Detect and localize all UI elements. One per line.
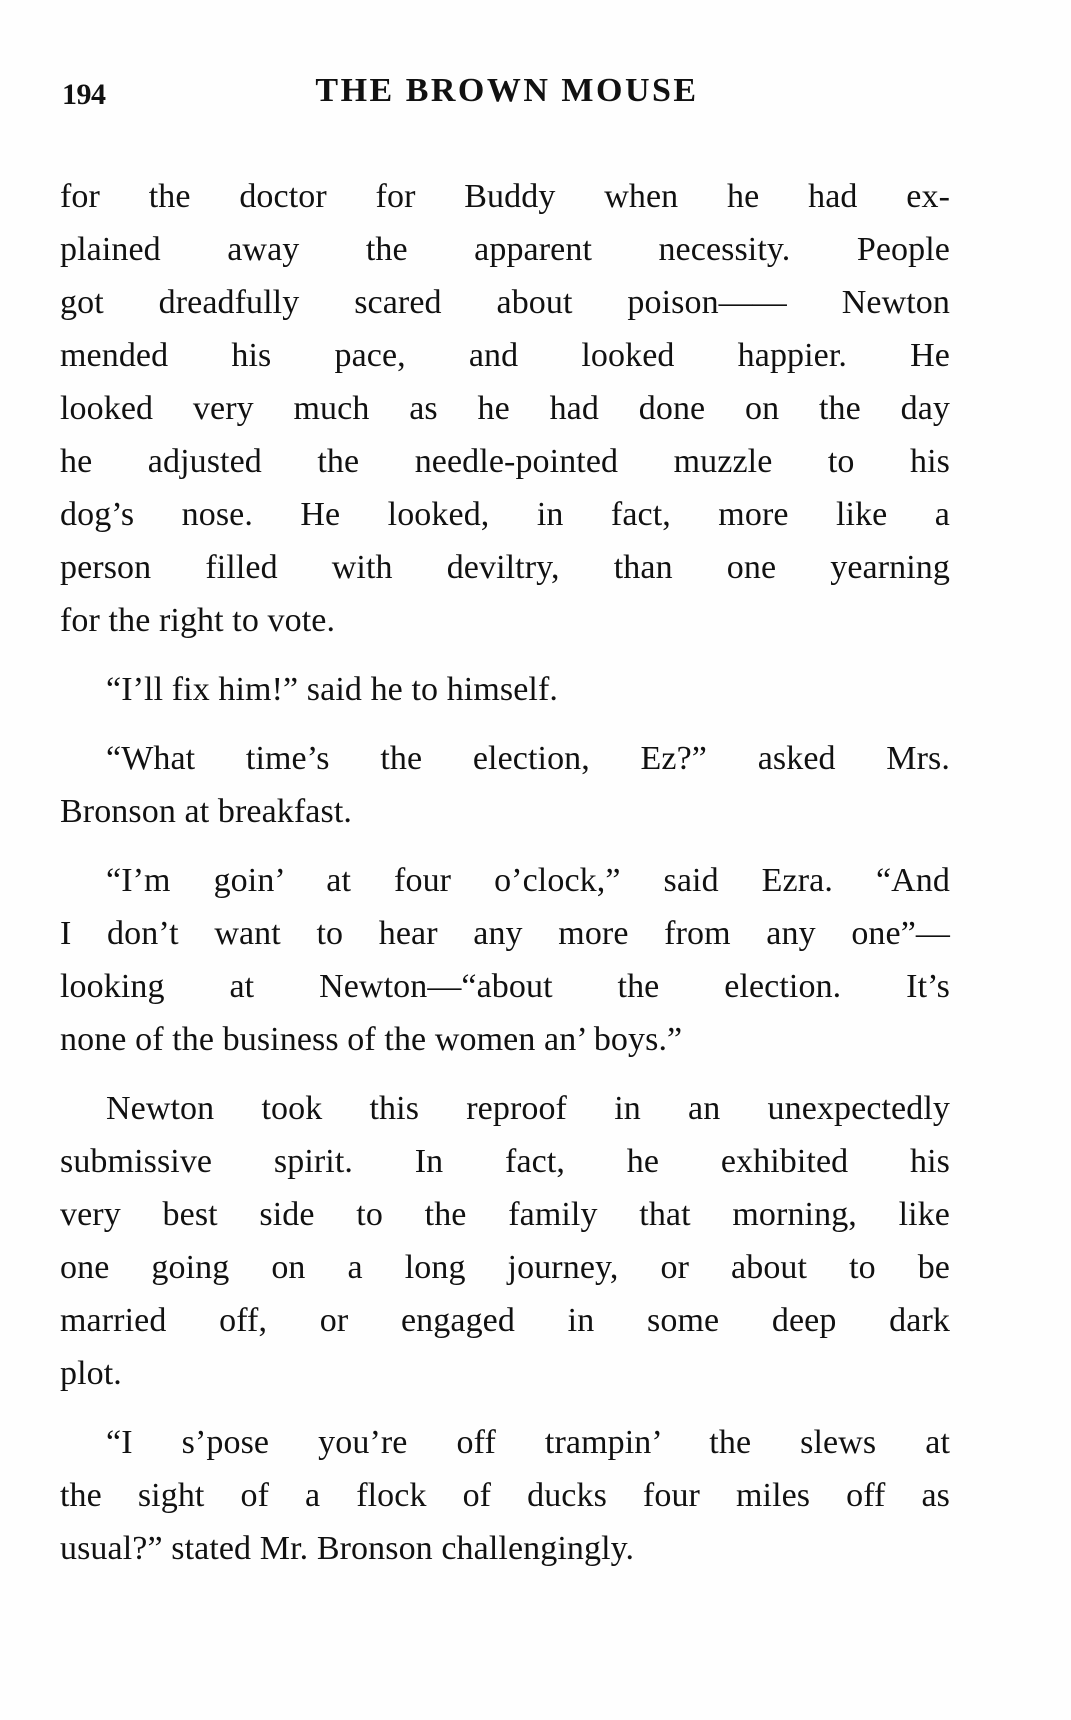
text-line: plot. xyxy=(60,1355,122,1392)
text-line: plained away the apparent necessity. People xyxy=(60,231,950,268)
text-line: looked very much as he had done on the day xyxy=(60,390,950,427)
text-line-content: Newton took this reproof in an unexpectedly xyxy=(106,1090,950,1127)
text-line: none of the business of the women an’ boys.” xyxy=(60,1021,683,1058)
page-body xyxy=(60,170,950,1591)
text-line: mended his pace, and looked happier. He xyxy=(60,337,950,374)
text-line: I don’t want to hear any more from any one”— xyxy=(60,915,950,952)
page-number: 194 xyxy=(62,78,106,111)
text-line: usual?” stated Mr. Bronson challengingly. xyxy=(60,1530,635,1567)
text-line: he adjusted the needle-pointed muzzle to his xyxy=(60,443,950,480)
text-line: married off, or engaged in some deep dark xyxy=(60,1302,950,1339)
text-line xyxy=(60,663,950,716)
text-line-content: “I’ll fix him!” said he to himself. xyxy=(106,671,558,708)
text-line: Bronson at breakfast. xyxy=(60,793,352,830)
text-line: got dreadfully scared about poison—— Newton xyxy=(60,284,950,321)
text-line: for the right to vote. xyxy=(60,602,336,639)
text-line-content: “What time’s the election, Ez?” asked Mrs. xyxy=(106,740,950,777)
text-line xyxy=(60,854,950,907)
text-line-content: “I s’pose you’re off trampin’ the slews at xyxy=(106,1424,950,1461)
text-line: one going on a long journey, or about to be xyxy=(60,1249,950,1286)
page-header xyxy=(62,72,952,122)
text-line: for the doctor for Buddy when he had ex- xyxy=(60,178,950,215)
text-line: submissive spirit. In fact, he exhibited his xyxy=(60,1143,950,1180)
text-line: looking at Newton—“about the election. It’s xyxy=(60,968,950,1005)
text-line: the sight of a flock of ducks four miles off as xyxy=(60,1477,950,1514)
text-line: dog’s nose. He looked, in fact, more like a xyxy=(60,496,950,533)
text-line xyxy=(60,732,950,785)
text-line xyxy=(60,1082,950,1135)
text-line: person filled with deviltry, than one yearning xyxy=(60,549,950,586)
text-line-content: “I’m goin’ at four o’clock,” said Ezra. “And xyxy=(106,862,950,899)
text-line xyxy=(60,1416,950,1469)
text-line: very best side to the family that morning, like xyxy=(60,1196,950,1233)
running-title: THE BROWN MOUSE xyxy=(315,72,699,109)
